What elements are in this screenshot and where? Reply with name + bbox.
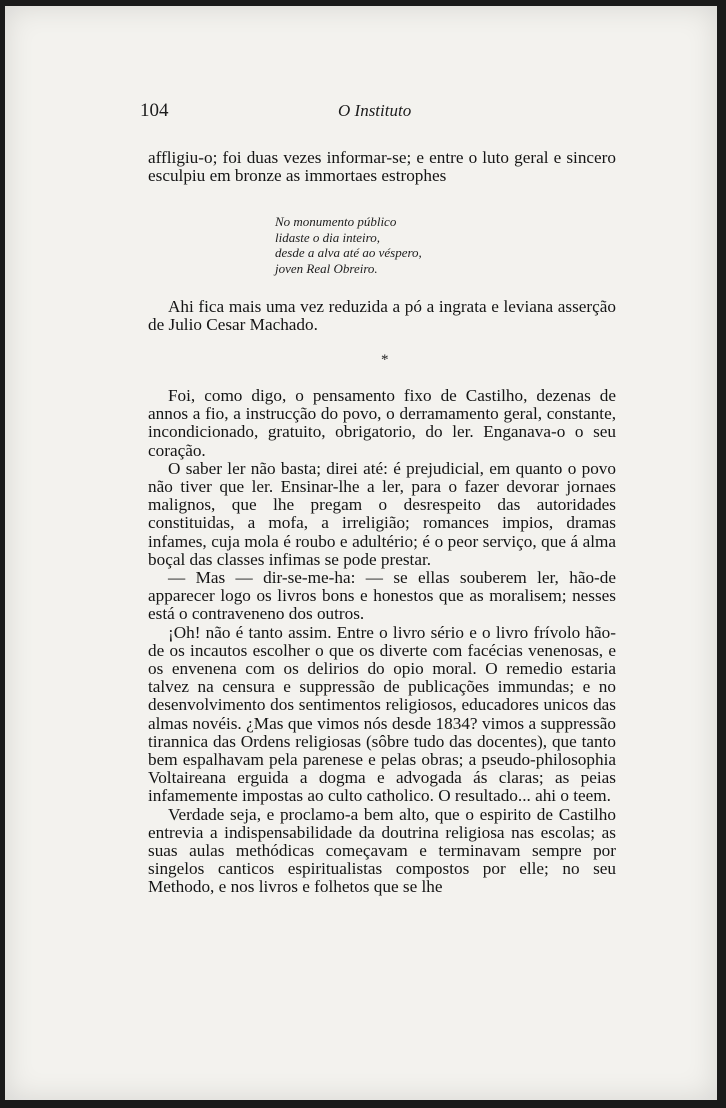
page-header — [5, 100, 717, 126]
paragraph: — Mas — dir-se-me-ha: — se ellas souberem ler, hão-de apparecer logo os livros bons e honestos que as moralisem; nesses está o contraveneno dos outros. — [148, 568, 616, 624]
running-title: O Instituto — [338, 101, 412, 120]
section-separator: * — [381, 352, 389, 368]
paragraph: Foi, como digo, o pensamento fixo de Castilho, dezenas de annos a fio, a instrucção do povo, o derramamento geral, constante, incondicionado, gratuito, obrigatorio, do ler. Enganava-o o seu coração. — [148, 386, 616, 460]
page-number: 104 — [140, 100, 169, 121]
verse-line: desde a alva até ao véspero, — [275, 245, 422, 260]
conclusion-paragraph — [148, 298, 616, 334]
verse-line: joven Real Obreiro. — [275, 260, 378, 276]
main-text — [148, 387, 616, 897]
paragraph: O saber ler não basta; direi até: é prejudicial, em quanto o povo não tiver que ler. Ensinar-lhe a ler, para o fazer devorar jornaes malignos, que lhe pregam o desrespeito das autoridades constituidas, a mofa, a irreligião; romances impios, dramas infames, cuja mola é roubo e adultério; é o peor serviço, que á alma boçal das classes infimas se pode prestar. — [148, 458, 616, 569]
paragraph: Verdade seja, e proclamo-a bem alto, que o espirito de Castilho entrevia a indispensabilidade da doutrina religiosa nas escolas; as suas aulas methódicas começavam e terminavam sempre por singelos canticos espiritualistas compostos por elle; no seu Methodo, e nos livros e folhetos que se lhe — [148, 804, 616, 897]
verse-line: lidaste o dia inteiro, — [275, 229, 380, 245]
paragraph-text: Ahi fica mais uma vez reduzida a pó a ingrata e leviana asserção de Julio Cesar Machado. — [148, 297, 616, 335]
verse-line: No monumento público — [275, 214, 397, 229]
opening-paragraph — [148, 149, 616, 185]
book-page — [5, 6, 717, 1100]
paragraph-text: affligiu-o; foi duas vezes informar-se; e entre o luto geral e sincero esculpiu em bronze as immortaes estrophes — [148, 148, 616, 186]
verse-quote — [275, 214, 535, 276]
paragraph: ¡Oh! não é tanto assim. Entre o livro sério e o livro frívolo hão-de os incautos escolher o que os diverte com facécias venenosas, e os envenena com os delirios do opio moral. O remedio estaria talvez na censura e suppressão de publicações immundas; e no desenvolvimento dos sentimentos religiosos, educadores unicos das almas novéis. ¿Mas que vimos nós desde 1834? vimos a suppressão tirannica das Ordens religiosas (sôbre tudo das docentes), que tanto bem espalhavam pela parenese e pelas obras; a pseudo-philosophia Voltaireana erguida a dogma e advogada ás claras; as peias infamemente impostas ao culto catholico. O resultado... ahi o teem. — [148, 622, 616, 806]
